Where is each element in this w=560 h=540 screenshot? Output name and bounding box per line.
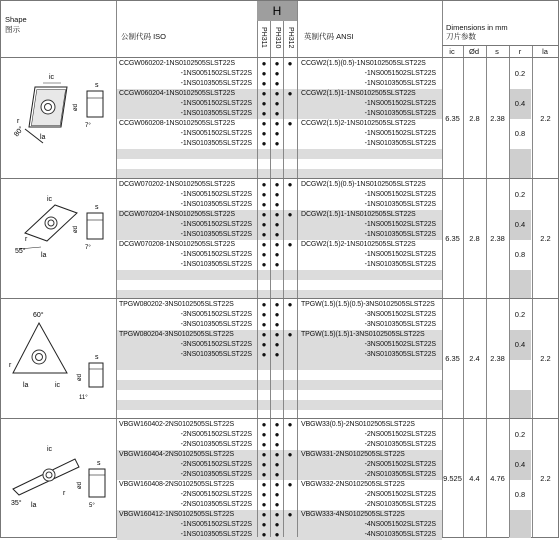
grid-line xyxy=(1,418,558,419)
availability-dot: ● xyxy=(287,420,293,429)
availability-dot: ● xyxy=(261,310,267,319)
iso-code: DCGW070208-1NS0102505SLST22S xyxy=(119,241,235,248)
availability-dot: ● xyxy=(287,480,293,489)
dim-s-value: 2.38 xyxy=(490,234,505,243)
availability-dot: ● xyxy=(261,69,267,78)
tpgw-insert-diagram xyxy=(5,305,113,405)
availability-dot: ● xyxy=(261,119,267,128)
availability-dot: ● xyxy=(274,200,280,209)
availability-dot: ● xyxy=(274,69,280,78)
iso-code: -2NS0103505SLST22S xyxy=(180,441,252,448)
row-shade xyxy=(117,149,442,159)
availability-dot: ● xyxy=(274,220,280,229)
svg-text:80°: 80° xyxy=(13,125,26,139)
availability-dot: ● xyxy=(261,340,267,349)
availability-dot: ● xyxy=(274,190,280,199)
iso-code: VBGW160408-2NS0102505SLST22S xyxy=(119,481,235,488)
iso-code: CCGW060202-1NS0102505SLST22S xyxy=(119,60,235,67)
availability-dot: ● xyxy=(261,240,267,249)
svg-text:r: r xyxy=(9,362,12,369)
iso-code: -3NS0051502SLST22S xyxy=(180,341,252,348)
svg-text:s: s xyxy=(95,204,99,211)
ansi-code: -1NS0103505SLST22S xyxy=(364,261,436,268)
svg-text:la: la xyxy=(40,134,46,141)
iso-code: VBGW160412-1NS0102505SLST22S xyxy=(119,511,235,518)
ansi-code: -1NS0103505SLST22S xyxy=(364,140,436,147)
availability-dot: ● xyxy=(287,210,293,219)
ansi-code: VBGW333-4NS0102505SLST22S xyxy=(301,511,405,518)
vbgw-insert-diagram xyxy=(5,437,113,527)
svg-text:s: s xyxy=(97,460,101,467)
availability-dot: ● xyxy=(274,240,280,249)
svg-text:55°: 55° xyxy=(15,248,26,255)
availability-dot: ● xyxy=(274,420,280,429)
grid-line xyxy=(1,57,558,58)
dim-ic-value: 6.35 xyxy=(445,234,460,243)
availability-dot: ● xyxy=(261,180,267,189)
iso-code: VBGW160404-2NS0102505SLST22S xyxy=(119,451,235,458)
dim-col-s: s xyxy=(495,47,499,56)
iso-code: -1NS0051502SLST22S xyxy=(180,100,252,107)
availability-dot: ● xyxy=(261,420,267,429)
availability-dot: ● xyxy=(274,510,280,519)
availability-dot: ● xyxy=(287,240,293,249)
svg-text:ød: ød xyxy=(73,225,79,233)
availability-dot: ● xyxy=(261,480,267,489)
availability-dot: ● xyxy=(274,300,280,309)
grade-ph310-header: PH310 xyxy=(274,27,281,49)
svg-text:11°: 11° xyxy=(79,395,88,401)
availability-dot: ● xyxy=(261,129,267,138)
availability-dot: ● xyxy=(261,79,267,88)
svg-text:7°: 7° xyxy=(85,123,91,129)
ansi-code: VBGW331-2NS0102505SLST22S xyxy=(301,451,405,458)
ansi-code: -3NS0103505SLST22S xyxy=(364,351,436,358)
svg-text:ød: ød xyxy=(73,103,79,111)
grid-line xyxy=(297,1,298,537)
availability-dot: ● xyxy=(261,300,267,309)
shape-header-en: Shape xyxy=(5,15,27,24)
availability-dot: ● xyxy=(274,250,280,259)
dim-la-value: 2.2 xyxy=(540,354,551,363)
svg-text:7°: 7° xyxy=(85,245,91,251)
availability-dot: ● xyxy=(261,430,267,439)
availability-dot: ● xyxy=(261,109,267,118)
availability-dot: ● xyxy=(261,320,267,329)
availability-dot: ● xyxy=(261,230,267,239)
angle-label: 60° xyxy=(33,312,44,319)
row-shade xyxy=(117,380,442,390)
availability-dot: ● xyxy=(261,220,267,229)
dim-col-r: r xyxy=(518,47,522,56)
iso-code: DCGW070202-1NS0102505SLST22S xyxy=(119,181,235,188)
iso-code: -1NS0103505SLST22S xyxy=(180,140,252,147)
availability-dot: ● xyxy=(287,180,293,189)
availability-dot: ● xyxy=(287,59,293,68)
dcgw-insert-diagram xyxy=(5,187,113,277)
availability-dot: ● xyxy=(261,99,267,108)
ansi-code: -1NS0103505SLST22S xyxy=(364,231,436,238)
availability-dot: ● xyxy=(261,330,267,339)
ansi-code: -3NS0051502SLST22S xyxy=(364,341,436,348)
dim-ic-value: 6.35 xyxy=(445,354,460,363)
ansi-code: CCGW2(1.5)1-1NS0102505SLST22S xyxy=(301,90,416,97)
ansi-code: -4NS0103505SLST22S xyxy=(364,531,436,538)
ansi-code: -2NS0051502SLST22S xyxy=(364,491,436,498)
iso-code: -1NS0051502SLST22S xyxy=(180,70,252,77)
dim-col-d: Ød xyxy=(468,47,479,56)
ansi-code: CCGW2(1.5)2-1NS0102505SLST22S xyxy=(301,120,416,127)
r-value: 0.2 xyxy=(514,190,526,199)
iso-code: -1NS0103505SLST22S xyxy=(180,201,252,208)
ansi-code: -1NS0051502SLST22S xyxy=(364,191,436,198)
svg-text:ic: ic xyxy=(47,196,53,203)
svg-text:35°: 35° xyxy=(11,500,22,507)
availability-dot: ● xyxy=(261,350,267,359)
svg-text:r: r xyxy=(25,236,28,243)
iso-code: TPGW080204-3NS0102505SLST22S xyxy=(119,331,234,338)
iso-code: -1NS0051502SLST22S xyxy=(180,130,252,137)
availability-dot: ● xyxy=(261,440,267,449)
r-value: 0.8 xyxy=(514,250,526,259)
availability-dot: ● xyxy=(261,210,267,219)
iso-code: -1NS0103505SLST22S xyxy=(180,80,252,87)
ansi-code: -1NS0051502SLST22S xyxy=(364,70,436,77)
grid-line xyxy=(1,178,558,179)
availability-dot: ● xyxy=(274,460,280,469)
availability-dot: ● xyxy=(261,500,267,509)
iso-code: -1NS0103505SLST22S xyxy=(180,231,252,238)
dim-ic-value: 9.525 xyxy=(443,474,462,483)
grid-line xyxy=(442,1,443,537)
availability-dot: ● xyxy=(261,470,267,479)
svg-text:ød: ød xyxy=(77,373,83,381)
availability-dot: ● xyxy=(274,500,280,509)
availability-dot: ● xyxy=(274,440,280,449)
dim-s-value: 2.38 xyxy=(490,354,505,363)
dim-s-value: 4.76 xyxy=(490,474,505,483)
dim-la-value: 2.2 xyxy=(540,474,551,483)
availability-dot: ● xyxy=(274,89,280,98)
row-shade xyxy=(117,360,442,370)
ic-label-text: ic xyxy=(49,74,55,81)
availability-dot: ● xyxy=(287,450,293,459)
grid-line xyxy=(116,1,117,537)
r-value: 0.4 xyxy=(514,460,526,469)
ansi-code: -1NS0051502SLST22S xyxy=(364,251,436,258)
iso-code: -1NS0051502SLST22S xyxy=(180,521,252,528)
availability-dot: ● xyxy=(274,450,280,459)
iso-code: TPGW080202-3NS0102505SLST22S xyxy=(119,301,234,308)
availability-dot: ● xyxy=(287,300,293,309)
availability-dot: ● xyxy=(261,190,267,199)
availability-dot: ● xyxy=(261,460,267,469)
grid-line xyxy=(442,45,558,46)
ansi-code: VBGW332-2NS0102505SLST22S xyxy=(301,481,405,488)
availability-dot: ● xyxy=(261,520,267,529)
r-value: 0.4 xyxy=(514,340,526,349)
row-shade xyxy=(117,270,442,280)
ansi-code: -1NS0103505SLST22S xyxy=(364,80,436,87)
ansi-code: -2NS0103505SLST22S xyxy=(364,471,436,478)
r-shade xyxy=(509,149,531,178)
availability-dot: ● xyxy=(274,530,280,539)
r-value: 0.2 xyxy=(514,310,526,319)
grid-line xyxy=(463,45,464,537)
iso-code: -2NS0051502SLST22S xyxy=(180,491,252,498)
availability-dot: ● xyxy=(261,490,267,499)
ansi-header: 英制代码 ANSI xyxy=(304,32,354,41)
availability-dot: ● xyxy=(274,310,280,319)
iso-code: -1NS0051502SLST22S xyxy=(180,191,252,198)
ansi-code: -1NS0103505SLST22S xyxy=(364,110,436,117)
iso-code: -1NS0103505SLST22S xyxy=(180,110,252,117)
availability-dot: ● xyxy=(287,510,293,519)
availability-dot: ● xyxy=(274,79,280,88)
ansi-code: -3NS0103505SLST22S xyxy=(364,321,436,328)
svg-text:ød: ød xyxy=(77,481,83,489)
dim-d-value: 2.8 xyxy=(469,234,480,243)
ansi-code: TPGW(1.5)(1.5)1-3NS0102505SLST22S xyxy=(301,331,425,338)
ansi-code: -2NS0051502SLST22S xyxy=(364,431,436,438)
ansi-code: DCGW2(1.5)2-1NS0102505SLST22S xyxy=(301,241,416,248)
availability-dot: ● xyxy=(261,530,267,539)
dim-col-la: la xyxy=(542,47,548,56)
ansi-code: DCGW2(1.5)1-1NS0102505SLST22S xyxy=(301,211,416,218)
iso-code: -1NS0051502SLST22S xyxy=(180,221,252,228)
ansi-code: VBGW33(0.5)-2NS0102505SLST22S xyxy=(301,421,415,428)
ansi-code: DCGW2(1.5)(0.5)-1NS0102505SLST22S xyxy=(301,181,426,188)
svg-text:r: r xyxy=(63,490,66,497)
availability-dot: ● xyxy=(274,59,280,68)
availability-dot: ● xyxy=(274,350,280,359)
availability-dot: ● xyxy=(274,210,280,219)
dims-header-cn: 刀片参数 xyxy=(446,32,476,41)
availability-dot: ● xyxy=(274,139,280,148)
dim-d-value: 2.8 xyxy=(469,113,480,123)
dim-col-ic: ic xyxy=(449,47,455,56)
iso-code: -3NS0051502SLST22S xyxy=(180,311,252,318)
availability-dot: ● xyxy=(274,430,280,439)
row-shade xyxy=(117,400,442,410)
ansi-code: -2NS0051502SLST22S xyxy=(364,461,436,468)
iso-header: 公制代码 ISO xyxy=(121,32,167,41)
r-value: 0.8 xyxy=(514,129,526,138)
svg-text:ic: ic xyxy=(55,382,61,389)
iso-code: -1NS0103505SLST22S xyxy=(180,261,252,268)
grade-ph311-header: PH311 xyxy=(260,27,267,48)
ccgw-insert-diagram xyxy=(5,65,113,155)
dim-s-value: 2.38 xyxy=(490,113,505,123)
iso-code: -2NS0103505SLST22S xyxy=(180,471,252,478)
iso-code: -3NS0103505SLST22S xyxy=(180,321,252,328)
ansi-code: -1NS0051502SLST22S xyxy=(364,100,436,107)
iso-code: -2NS0051502SLST22S xyxy=(180,431,252,438)
row-shade xyxy=(117,290,442,298)
grade-ph312-header: PH312 xyxy=(287,27,294,49)
r-value: 0.2 xyxy=(514,430,526,439)
iso-code: CCGW060204-1NS0102505SLST22S xyxy=(119,90,235,97)
availability-dot: ● xyxy=(274,490,280,499)
grid-line xyxy=(1,298,558,299)
ansi-code: -1NS0051502SLST22S xyxy=(364,130,436,137)
ansi-code: -2NS0103505SLST22S xyxy=(364,501,436,508)
ansi-code: -2NS0103505SLST22S xyxy=(364,441,436,448)
svg-text:la: la xyxy=(31,502,37,509)
availability-dot: ● xyxy=(274,520,280,529)
availability-dot: ● xyxy=(287,119,293,128)
iso-code: -2NS0103505SLST22S xyxy=(180,501,252,508)
availability-dot: ● xyxy=(274,129,280,138)
shape-header-cn: 图示 xyxy=(5,25,20,34)
availability-dot: ● xyxy=(261,450,267,459)
r-value: 0.4 xyxy=(514,220,526,229)
iso-code: -1NS0051502SLST22S xyxy=(180,251,252,258)
availability-dot: ● xyxy=(274,480,280,489)
r-value: 0.4 xyxy=(514,99,526,108)
svg-text:5°: 5° xyxy=(89,503,95,509)
grade-group-header: H xyxy=(257,1,297,21)
svg-text:la: la xyxy=(23,382,29,389)
svg-text:s: s xyxy=(95,354,99,361)
availability-dot: ● xyxy=(274,470,280,479)
grid-line xyxy=(283,21,284,537)
iso-code: VBGW160402-2NS0102505SLST22S xyxy=(119,421,235,428)
row-shade xyxy=(117,169,442,178)
dim-la-value: 2.2 xyxy=(540,234,551,243)
availability-dot: ● xyxy=(287,330,293,339)
grid-line xyxy=(532,45,533,537)
svg-text:s: s xyxy=(95,82,99,89)
grid-line xyxy=(486,45,487,537)
ansi-code: -3NS0051502SLST22S xyxy=(364,311,436,318)
availability-dot: ● xyxy=(274,109,280,118)
r-shade xyxy=(509,510,531,538)
ansi-code: -1NS0051502SLST22S xyxy=(364,221,436,228)
dim-d-value: 4.4 xyxy=(469,474,480,483)
r-value: 0.2 xyxy=(514,69,526,78)
ansi-code: -1NS0103505SLST22S xyxy=(364,201,436,208)
iso-code: -1NS0103505SLST22S xyxy=(180,531,252,538)
availability-dot: ● xyxy=(261,250,267,259)
ansi-code: CCGW2(1.5)(0.5)-1NS0102505SLST22S xyxy=(301,60,426,67)
dim-d-value: 2.4 xyxy=(469,354,480,363)
availability-dot: ● xyxy=(261,260,267,269)
r-value: 0.8 xyxy=(514,490,526,499)
availability-dot: ● xyxy=(274,320,280,329)
availability-dot: ● xyxy=(261,89,267,98)
availability-dot: ● xyxy=(274,230,280,239)
availability-dot: ● xyxy=(261,139,267,148)
availability-dot: ● xyxy=(261,510,267,519)
r-shade xyxy=(509,270,531,298)
grid-line xyxy=(257,21,258,537)
ansi-code: TPGW(1.5)(1.5)(0.5)-3NS0102505SLST22S xyxy=(301,301,435,308)
iso-code: -2NS0051502SLST22S xyxy=(180,461,252,468)
availability-dot: ● xyxy=(274,119,280,128)
availability-dot: ● xyxy=(261,59,267,68)
grid-line xyxy=(509,45,510,537)
availability-dot: ● xyxy=(274,99,280,108)
iso-code: CCGW060208-1NS0102505SLST22S xyxy=(119,120,235,127)
availability-dot: ● xyxy=(287,89,293,98)
availability-dot: ● xyxy=(274,340,280,349)
r-shade xyxy=(509,390,531,418)
dim-la-value: 2.2 xyxy=(540,113,551,123)
availability-dot: ● xyxy=(274,330,280,339)
svg-text:la: la xyxy=(41,252,47,259)
availability-dot: ● xyxy=(274,180,280,189)
grid-line xyxy=(270,21,271,537)
dims-header-en: Dimensions in mm xyxy=(446,23,508,32)
svg-text:r: r xyxy=(17,118,20,125)
ansi-code: -4NS0051502SLST22S xyxy=(364,521,436,528)
svg-text:ic: ic xyxy=(47,446,53,453)
iso-code: DCGW070204-1NS0102505SLST22S xyxy=(119,211,235,218)
availability-dot: ● xyxy=(274,260,280,269)
availability-dot: ● xyxy=(261,200,267,209)
iso-code: -3NS0103505SLST22S xyxy=(180,351,252,358)
dim-ic-value: 6.35 xyxy=(445,113,460,123)
